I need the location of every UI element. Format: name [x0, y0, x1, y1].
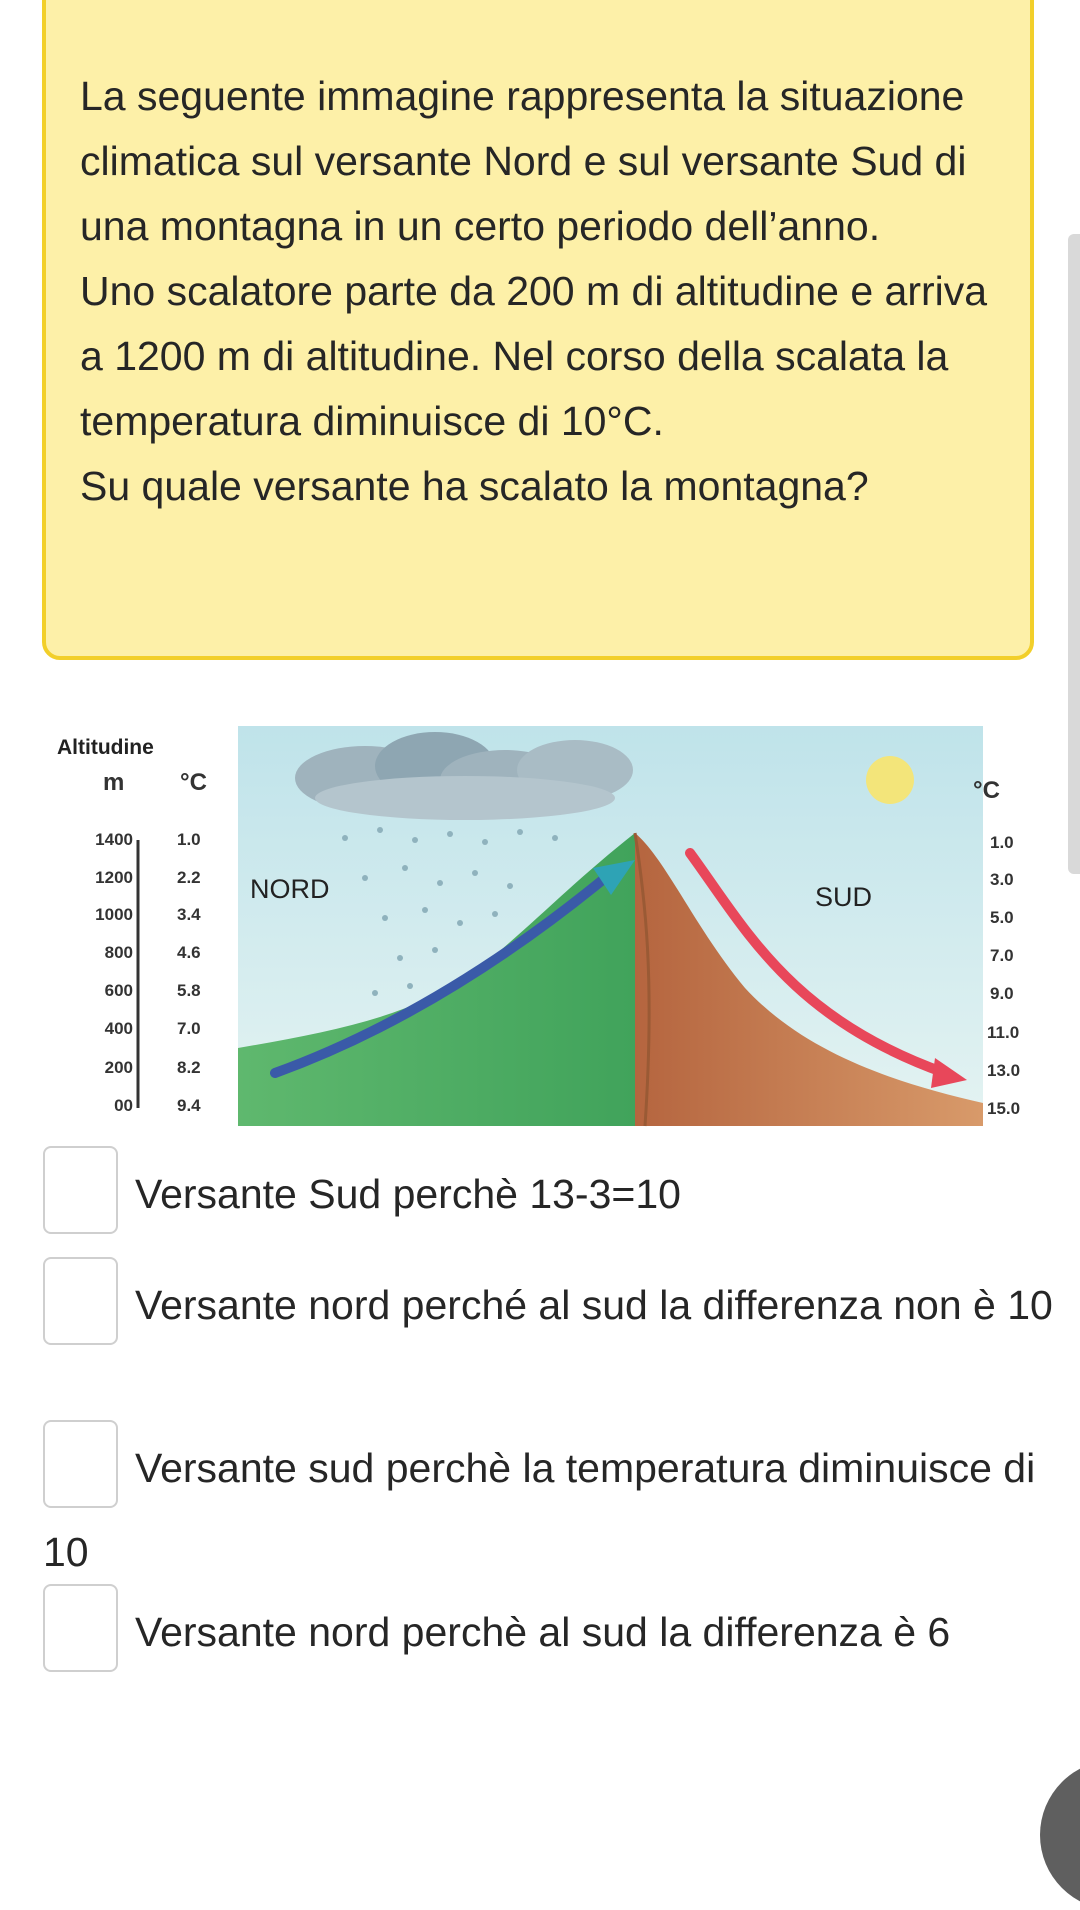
answer-checkbox[interactable]	[43, 1257, 118, 1345]
nord-temp-tick-label: 7.0	[177, 1019, 201, 1038]
answer-option-label: Versante Sud perchè 13-3=10	[135, 1171, 681, 1217]
mountain-diagram	[45, 718, 1045, 1138]
nord-label: NORD	[250, 874, 330, 904]
altitude-tick-label: 600	[104, 981, 133, 1000]
nord-temp-tick-label: 2.2	[177, 868, 201, 887]
altitude-tick-label: 1000	[95, 905, 133, 924]
question-card	[42, 0, 1034, 660]
answer-option-1[interactable]	[43, 1152, 1053, 1236]
nord-temp-tick-label: 8.2	[177, 1058, 201, 1077]
altitude-tick-label: 1400	[95, 830, 133, 849]
question-paragraph-3: Su quale versante ha scalato la montagna?	[80, 463, 869, 509]
answer-option-2[interactable]	[43, 1263, 1053, 1347]
nord-temp-tick-label: 9.4	[177, 1096, 201, 1115]
sun-icon	[866, 756, 914, 804]
answer-option-3[interactable]	[43, 1426, 1053, 1594]
sud-temp-tick-label: 13.0	[987, 1061, 1021, 1080]
altitude-tick-label: 1200	[95, 868, 133, 887]
sud-temp-unit: °C	[973, 777, 1000, 804]
answer-option-label: Versante sud perchè la temperatura diminuisce di 10	[43, 1445, 1036, 1575]
sud-temp-scale	[987, 833, 1020, 1118]
altitude-scale	[95, 830, 138, 1115]
sud-temp-tick-label: 11.0	[987, 1023, 1020, 1042]
floating-action-button[interactable]	[1040, 1760, 1080, 1910]
altitude-unit: m	[103, 769, 125, 796]
sud-temp-tick-label: 15.0	[987, 1099, 1021, 1118]
answer-option-label: Versante nord perché al sud la differenza non è 10	[135, 1282, 1053, 1328]
altitude-tick-label: 00	[114, 1096, 133, 1115]
sud-label: SUD	[815, 882, 873, 912]
altitude-tick-label: 400	[104, 1019, 133, 1038]
nord-temp-tick-label: 4.6	[177, 943, 201, 962]
question-text	[80, 64, 1010, 519]
nord-temp-tick-label: 3.4	[177, 905, 201, 924]
answer-checkbox[interactable]	[43, 1420, 118, 1508]
nord-temp-scale	[177, 830, 201, 1115]
sud-temp-tick-label: 3.0	[990, 870, 1014, 889]
climate-figure	[45, 718, 1045, 1138]
altitude-tick-label: 800	[104, 943, 133, 962]
sud-temp-tick-label: 5.0	[990, 908, 1014, 927]
nord-temp-tick-label: 5.8	[177, 981, 201, 1000]
sud-temp-tick-label: 9.0	[990, 984, 1014, 1003]
answer-checkbox[interactable]	[43, 1584, 118, 1672]
question-paragraph-2: Uno scalatore parte da 200 m di altitudine e arriva a 1200 m di altitudine. Nel corso della scalata la temperatura diminuisce di 10°C.	[80, 268, 988, 444]
altitude-axis-title: Altitudine	[57, 736, 154, 759]
nord-temp-unit: °C	[180, 769, 207, 796]
nord-temp-tick-label: 1.0	[177, 830, 201, 849]
answer-option-4[interactable]	[43, 1590, 1053, 1674]
answer-option-label: Versante nord perchè al sud la differenza è 6	[135, 1609, 951, 1655]
question-paragraph-1: La seguente immagine rappresenta la situazione climatica sul versante Nord e sul versante Sud di una montagna in un certo periodo dell’anno.	[80, 73, 967, 249]
page-scrollbar[interactable]	[1068, 234, 1080, 874]
sud-temp-tick-label: 1.0	[990, 833, 1014, 852]
sud-temp-tick-label: 7.0	[990, 946, 1014, 965]
altitude-tick-label: 200	[104, 1058, 133, 1077]
answer-checkbox[interactable]	[43, 1146, 118, 1234]
